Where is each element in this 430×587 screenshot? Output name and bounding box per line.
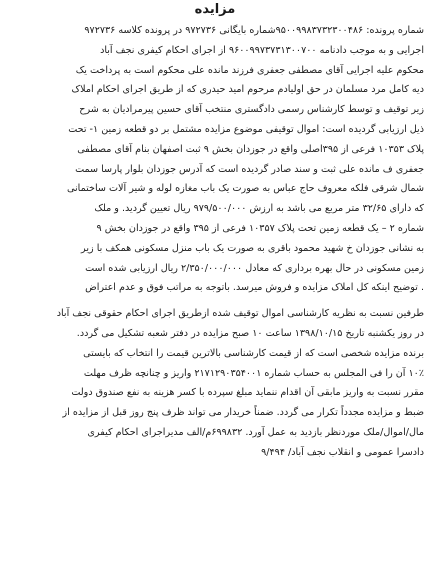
- text-line: دادسرا عمومی و انقلاب نجف آباد/ ۹/۴۹۴: [261, 446, 424, 458]
- text-line: . توضیح اینکه کل املاک مزایده و فروش میرسد. باتوجه به مراتب فوق و عدم اعتراض: [85, 282, 424, 294]
- text-line: مقرر نسبت به واریز مابقی آن اقدام ننماید مبلغ سپرده با کسر هزینه به نفع صندوق دولت: [71, 387, 424, 399]
- text-line: ضبط و مزایده مجدداً تکرار می گردد. ضمناً خریدار می تواند ظرف پنج روز قبل از مزایده از: [62, 407, 424, 419]
- text-line: زمین مسکونی در حال بهره برداری که معادل ۲/۳۵۰/۰۰۰/۰۰۰ ریال ارزیابی شده است: [85, 262, 424, 274]
- text-line: مال/اموال/ملک موردنظر بازدید به عمل آورد. ۶۹۹۸۳۲م/الف مدیراجرای احکام کیفری: [87, 426, 424, 438]
- text-line: محکوم علیه اجرایی آقای مصطفی جعفری فرزند مانده علی محکوم است به پرداخت یک: [75, 64, 424, 76]
- text-line: در روز یکشنبه تاریخ ۱۳۹۸/۱۰/۱۵ ساعت ۱۰ صبح مزایده در دفتر شعبه تشکیل می گردد.: [76, 327, 424, 339]
- text-line: شمال شرقی فلکه معروف حاج عباس به صورت یک باب مغازه لوله و شیر آلات ساختمانی: [67, 183, 424, 195]
- text-line: شماره ۲ – یک قطعه زمین تحت پلاک ۱۰۳۵۷ فرعی از ۳۹۵ واقع در جوزدان بخش ۹: [96, 222, 424, 234]
- text-line: دیه کامل مرد مسلمان در حق اولیادم مرحوم امید حیدری که از طریق اجرای احکام املاک: [71, 84, 424, 96]
- text-line: که دارای ۳۲/۶۵ متر مربع می باشد به ارزش ۹۷۹/۵۰۰/۰۰۰ ریال تعیین گردید. و ملک: [94, 203, 424, 215]
- text-line: زیر توقیف و توسط کارشناس رسمی دادگستری منتخب آقای حسین پیرمرادیان به شرح: [79, 104, 424, 116]
- text-line: پلاک ۱۰۳۵۳ فرعی از ۳۹۵اصلی واقع در جوزدان بخش ۹ ثبت اصفهان بنام آقای مصطفی: [77, 143, 424, 155]
- notice-paragraph-auction-terms: [6, 304, 424, 462]
- text-line: ۱۰٪ آن را فی المجلس به حساب شماره ۲۱۷۱۲۹۰۳۵۴۰۰۱ واریز و چنانچه ظرف مهلت: [83, 367, 424, 379]
- text-line: طرفین نسبت به نظریه کارشناسی اموال توقیف شده ازطریق اجرای احکام حقوقی نجف آباد: [56, 308, 424, 320]
- text-line: به نشانی جوزدان خ شهید محمود باقری به صورت یک باب منزل مسکونی همکف با زیر: [81, 242, 424, 254]
- text-line: اجرایی و به موجب دادنامه ۹۶۰۰۹۹۷۳۷۳۱۳۰۰۷۰۰ از اجرای احکام کیفری نجف آباد: [100, 44, 424, 56]
- text-line: ذیل ارزیابی گردیده است: اموال توقیفی موضوع مزایده مشتمل بر دو قطعه زمین ۱- تحت: [68, 123, 424, 135]
- text-line: شماره پرونده: ۹۵۰۰۹۹۸۳۷۳۲۳۰۰۴۸۶شماره بایگانی ۹۷۲۷۳۶ در پرونده کلاسه ۹۷۲۷۳۶: [84, 25, 424, 36]
- text-line: برنده مزایده شخصی است که از قیمت کارشناسی بالاترین قیمت را انتخاب که بایستی: [83, 347, 424, 359]
- notice-title: مزایده: [194, 2, 236, 17]
- text-line: جعفری ف مانده علی ثبت و سند صادر گردیده است که آدرس جوزدان بلوار پارسا سمت: [75, 163, 424, 175]
- notice-paragraph-property-details: [6, 21, 424, 298]
